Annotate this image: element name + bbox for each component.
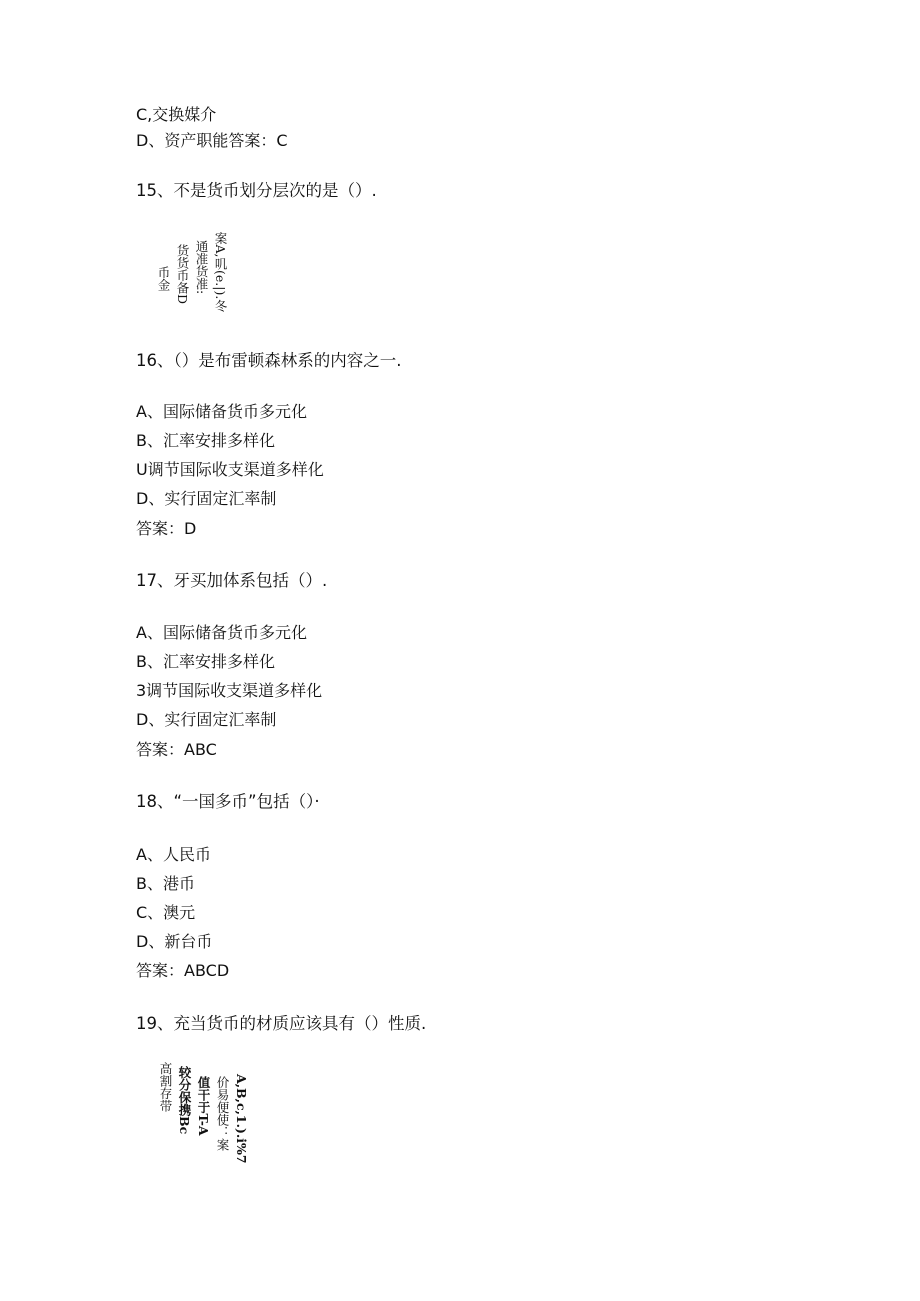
- q18-option-d: D、新台币: [136, 932, 213, 951]
- q17-option-d: D、实行固定汇率制: [136, 710, 277, 729]
- q18-answer: 答案：ABCD: [136, 961, 230, 980]
- q19-garbled-column: 值干于T-A: [196, 1076, 211, 1136]
- q18-option-b: B、港币: [136, 874, 195, 893]
- q17-option-b: B、汇率安排多样化: [136, 652, 275, 671]
- q17-answer: 答案：ABC: [136, 740, 217, 759]
- q18-option-a: A、人民币: [136, 845, 211, 864]
- q15-garbled-column: 货货币备D: [175, 244, 190, 305]
- question-15: 15、不是货币划分层次的是（）.: [136, 181, 377, 200]
- q19-garbled-options: [156, 1062, 251, 1164]
- q15-garbled-column: 案A,叽(e.|).冬: [213, 232, 228, 312]
- q16-option-c: U调节国际收支渠道多样化: [136, 460, 324, 479]
- q18-option-c: C、澳元: [136, 903, 196, 922]
- question-19: 19、充当货币的材质应该具有（）性质.: [136, 1014, 427, 1033]
- q15-garbled-column: 通准货准:: [194, 240, 209, 295]
- q19-garbled-column: A,B,c,1.).i%7: [234, 1074, 249, 1164]
- q16-answer: 答案：D: [136, 519, 197, 538]
- q17-option-a: A、国际储备货币多元化: [136, 623, 307, 642]
- q16-option-b: B、汇率安排多样化: [136, 431, 275, 450]
- q15-garbled-column: 币金: [156, 266, 171, 291]
- question-17: 17、牙买加体系包括（）.: [136, 571, 328, 590]
- option-d-asset-function-answer: D、资产职能答案：C: [136, 131, 288, 150]
- q16-option-a: A、国际储备货币多元化: [136, 402, 307, 421]
- q16-option-d: D、实行固定汇率制: [136, 489, 277, 508]
- question-16: 16、（）是布雷顿森林系的内容之一.: [136, 351, 402, 370]
- q19-garbled-column: 较分保携Bc: [177, 1066, 192, 1135]
- question-18: 18、“一国多币”包括（）·: [136, 792, 320, 811]
- q19-garbled-column: 高割存带: [158, 1062, 173, 1112]
- option-c-exchange-medium: C,交换媒介: [136, 105, 217, 124]
- q19-garbled-column: 价易便使：案: [215, 1076, 230, 1151]
- q17-option-c: 3调节国际收支渠道多样化: [136, 681, 323, 700]
- q15-garbled-options: [154, 232, 230, 312]
